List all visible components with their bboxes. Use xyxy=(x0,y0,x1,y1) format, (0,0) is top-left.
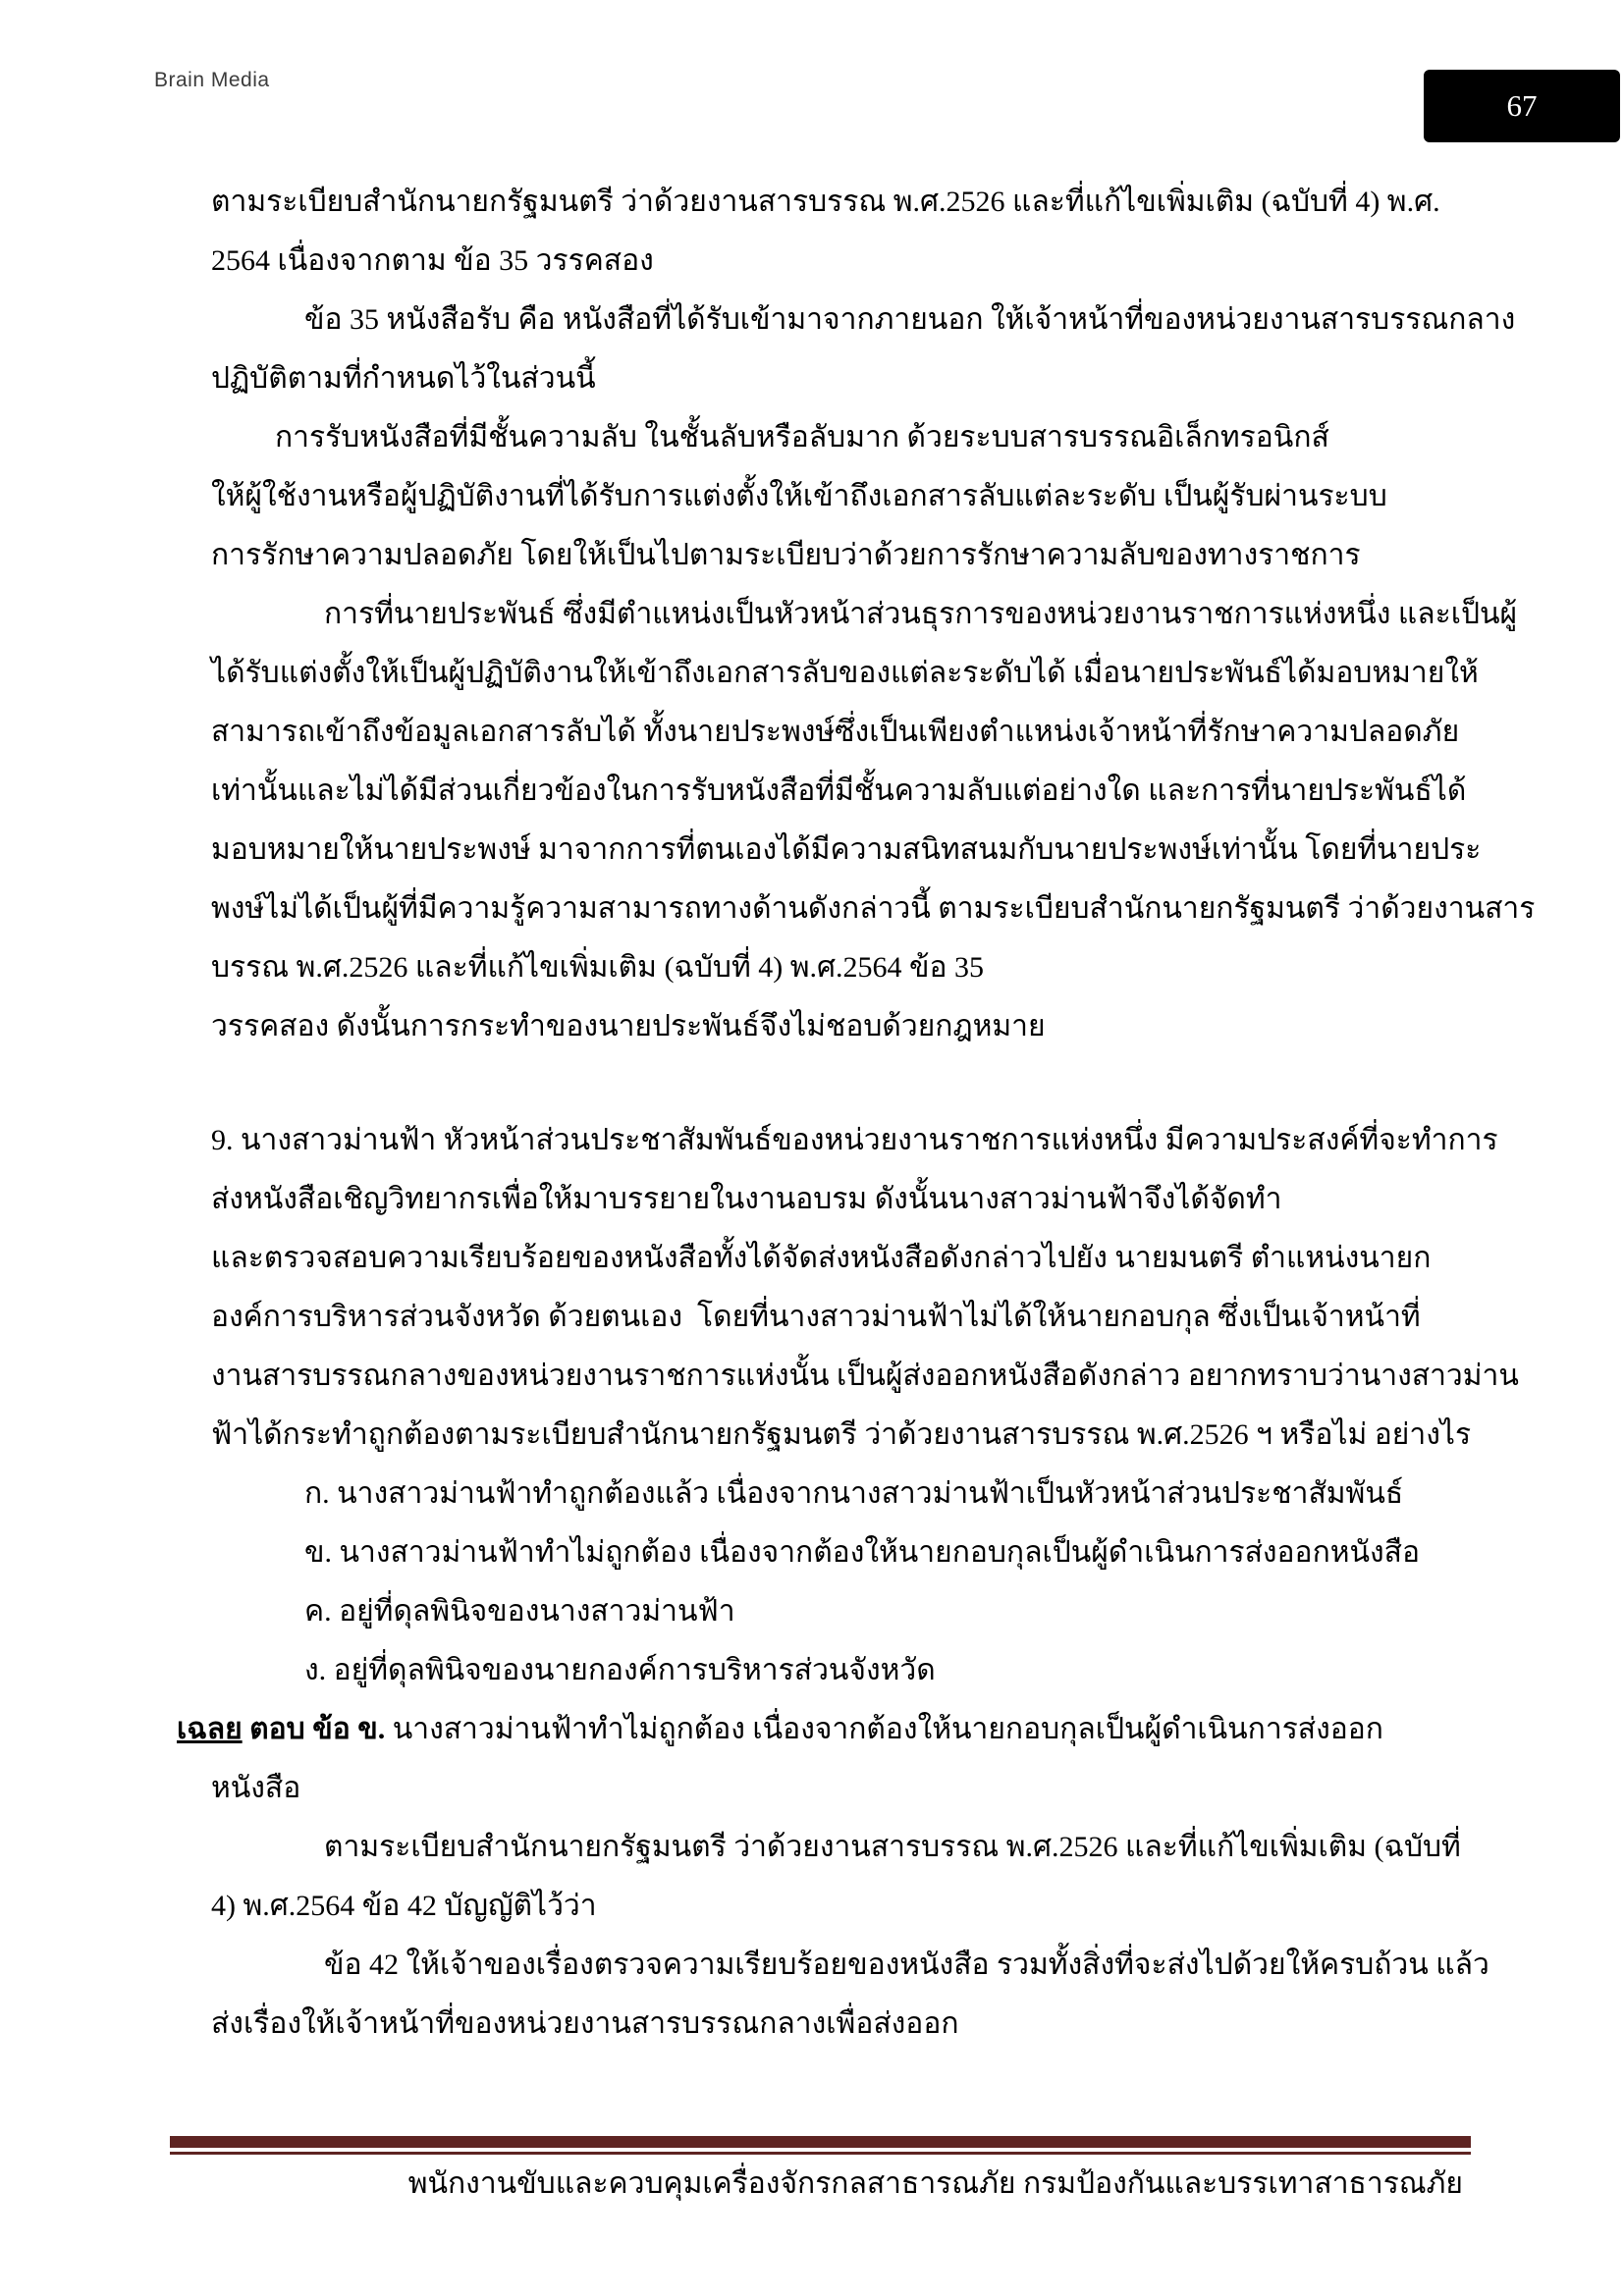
text-segment: วรรคสอง ดังนั้นการกระทำของนายประพันธ์จึงไม่ชอบด้วยกฎหมาย xyxy=(211,1010,1046,1042)
text-segment: ให้ผู้ใช้งานหรือผู้ปฏิบัติงานที่ได้รับการแต่งตั้งให้เข้าถึงเอกสารลับแต่ละระดับ เป็นผู้รับผ่านระบบ xyxy=(211,480,1387,512)
text-segment: สามารถเข้าถึงข้อมูลเอกสารลับได้ ทั้งนายประพงษ์ซึ่งเป็นเพียงตำแหน่งเจ้าหน้าที่รักษาความปลอดภัย xyxy=(211,716,1460,748)
text-line xyxy=(211,408,1488,467)
text-line xyxy=(211,1465,1488,1523)
text-segment: หนังสือ xyxy=(211,1772,301,1804)
text-line xyxy=(211,703,1488,762)
text-line xyxy=(211,1818,1488,1877)
text-line xyxy=(211,1288,1488,1347)
text-line xyxy=(211,1936,1488,1995)
text-line xyxy=(211,1406,1488,1465)
text-segment: 4) พ.ศ.2564 ข้อ 42 บัญญัติไว้ว่า xyxy=(211,1890,597,1922)
text-line xyxy=(211,1641,1488,1700)
page-number: 67 xyxy=(1506,88,1538,123)
text-line xyxy=(211,997,1488,1056)
text-line xyxy=(211,349,1488,408)
text-segment: ฟ้าได้กระทำถูกต้องตามระเบียบสำนักนายกรัฐมนตรี ว่าด้วยงานสารบรรณ พ.ศ.2526 ฯ หรือไม่ อย่างไร xyxy=(211,1418,1472,1451)
blank-line xyxy=(211,1056,1488,1111)
text-segment: ปฏิบัติตามที่กำหนดไว้ในส่วนนี้ xyxy=(211,362,596,395)
text-line xyxy=(211,232,1488,291)
text-segment: พงษ์ไม่ได้เป็นผู้ที่มีความรู้ความสามารถทางด้านดังกล่าวนี้ ตามระเบียบสำนักนายกรัฐมนตรี ว่าด้วยงานสาร xyxy=(211,892,1536,925)
text-segment: 2564 เนื่องจากตาม ข้อ 35 วรรคสอง xyxy=(211,244,654,277)
text-segment: นางสาวม่านฟ้าทำไม่ถูกต้อง เนื่องจากต้องให้นายกอบกุลเป็นผู้ดำเนินการส่งออก xyxy=(385,1713,1383,1745)
footer-text: พนักงานขับและควบคุมเครื่องจักรกลสาธารณภัย กรมป้องกันและบรรเทาสาธารณภัย xyxy=(407,2167,1463,2200)
text-segment: งานสารบรรณกลางของหน่วยงานราชการแห่งนั้น เป็นผู้ส่งออกหนังสือดังกล่าว อยากทราบว่านางสาวม่าน xyxy=(211,1360,1519,1392)
footer-rule-thick xyxy=(170,2136,1471,2148)
text-segment: ได้รับแต่งตั้งให้เป็นผู้ปฏิบัติงานให้เข้าถึงเอกสารลับของแต่ละระดับได้ เมื่อนายประพันธ์ได้มอบหมายให้ xyxy=(211,657,1479,689)
footer-rule xyxy=(170,2136,1471,2155)
text-segment: ข. นางสาวม่านฟ้าทำไม่ถูกต้อง เนื่องจากต้องให้นายกอบกุลเป็นผู้ดำเนินการส่งออกหนังสือ xyxy=(304,1536,1421,1569)
text-line xyxy=(211,1877,1488,1936)
text-segment: เท่านั้นและไม่ได้มีส่วนเกี่ยวข้องในการรับหนังสือที่มีชั้นความลับแต่อย่างใด และการที่นายประพันธ์ได้ xyxy=(211,774,1467,807)
text-segment: ตอบ ข้อ ข. xyxy=(249,1713,386,1745)
text-segment: การรักษาความปลอดภัย โดยให้เป็นไปตามระเบียบว่าด้วยการรักษาความลับของทางราชการ xyxy=(211,539,1361,571)
text-segment: ส่งหนังสือเชิญวิทยากรเพื่อให้มาบรรยายในงานอบรม ดังนั้นนางสาวม่านฟ้าจึงได้จัดทำ xyxy=(211,1183,1282,1215)
brand-text: Brain Media xyxy=(154,69,270,91)
text-segment: บรรณ พ.ศ.2526 และที่แก้ไขเพิ่มเติม (ฉบับที่ 4) พ.ศ.2564 ข้อ 35 xyxy=(211,951,985,984)
text-segment: การรับหนังสือที่มีชั้นความลับ ในชั้นลับหรือลับมาก ด้วยระบบสารบรรณอิเล็กทรอนิกส์ xyxy=(275,421,1329,454)
text-line xyxy=(211,938,1488,997)
text-segment: และตรวจสอบความเรียบร้อยของหนังสือทั้งได้จัดส่งหนังสือดังกล่าวไปยัง นายมนตรี ตำแหน่งนายก xyxy=(211,1242,1432,1274)
text-line xyxy=(211,1995,1488,2054)
text-segment: มอบหมายให้นายประพงษ์ มาจากการที่ตนเองได้มีความสนิทสนมกับนายประพงษ์เท่านั้น โดยที่นายประ xyxy=(211,833,1482,866)
text-segment: ง. อยู่ที่ดุลพินิจของนายกองค์การบริหารส่วนจังหวัด xyxy=(304,1654,936,1686)
text-line xyxy=(211,821,1488,880)
text-segment: ข้อ 42 ให้เจ้าของเรื่องตรวจความเรียบร้อยของหนังสือ รวมทั้งสิ่งที่จะส่งไปด้วยให้ครบถ้วน แล้ว xyxy=(324,1949,1489,1981)
text-line xyxy=(211,1347,1519,1406)
text-line xyxy=(177,1700,1488,1759)
text-segment: เฉลย xyxy=(177,1713,243,1745)
text-line xyxy=(211,585,1518,644)
text-segment: ข้อ 35 หนังสือรับ คือ หนังสือที่ได้รับเข้ามาจากภายนอก ให้เจ้าหน้าที่ของหน่วยงานสารบรรณกลาง xyxy=(304,303,1516,336)
text-segment: ตามระเบียบสำนักนายกรัฐมนตรี ว่าด้วยงานสารบรรณ พ.ศ.2526 และที่แก้ไขเพิ่มเติม (ฉบับที่ 4) พ.ศ. xyxy=(211,186,1440,218)
text-line xyxy=(211,526,1488,585)
text-segment: ตามระเบียบสำนักนายกรัฐมนตรี ว่าด้วยงานสารบรรณ พ.ศ.2526 และที่แก้ไขเพิ่มเติม (ฉบับที่ xyxy=(324,1831,1461,1863)
text-line xyxy=(211,173,1488,232)
text-line xyxy=(211,762,1488,821)
text-segment: ค. อยู่ที่ดุลพินิจของนางสาวม่านฟ้า xyxy=(304,1595,735,1628)
text-line xyxy=(211,1111,1498,1170)
text-line xyxy=(211,1229,1488,1288)
text-line xyxy=(211,1523,1488,1582)
document-body xyxy=(177,173,1536,2054)
text-line xyxy=(211,467,1488,526)
text-line xyxy=(211,1759,1488,1818)
text-line xyxy=(211,644,1488,703)
text-line xyxy=(211,1170,1488,1229)
page-number-badge xyxy=(1424,70,1620,142)
text-segment: ก. นางสาวม่านฟ้าทำถูกต้องแล้ว เนื่องจากนางสาวม่านฟ้าเป็นหัวหน้าส่วนประชาสัมพันธ์ xyxy=(304,1477,1404,1510)
text-segment: ส่งเรื่องให้เจ้าหน้าที่ของหน่วยงานสารบรรณกลางเพื่อส่งออก xyxy=(211,2007,959,2040)
text-segment: องค์การบริหารส่วนจังหวัด ด้วยตนเอง โดยที่นางสาวม่านฟ้าไม่ได้ให้นายกอบกุล ซึ่งเป็นเจ้าหน้าที่ xyxy=(211,1301,1421,1333)
text-segment: 9. นางสาวม่านฟ้า หัวหน้าส่วนประชาสัมพันธ์ของหน่วยงานราชการแห่งหนึ่ง มีความประสงค์ที่จะทำการ xyxy=(211,1124,1498,1156)
text-line xyxy=(211,880,1536,938)
footer-rule-thin xyxy=(170,2152,1471,2155)
text-segment: การที่นายประพันธ์ ซึ่งมีตำแหน่งเป็นหัวหน้าส่วนธุรการของหน่วยงานราชการแห่งหนึ่ง และเป็นผู้ xyxy=(324,598,1518,630)
text-line xyxy=(211,291,1516,349)
text-line xyxy=(211,1582,1488,1641)
